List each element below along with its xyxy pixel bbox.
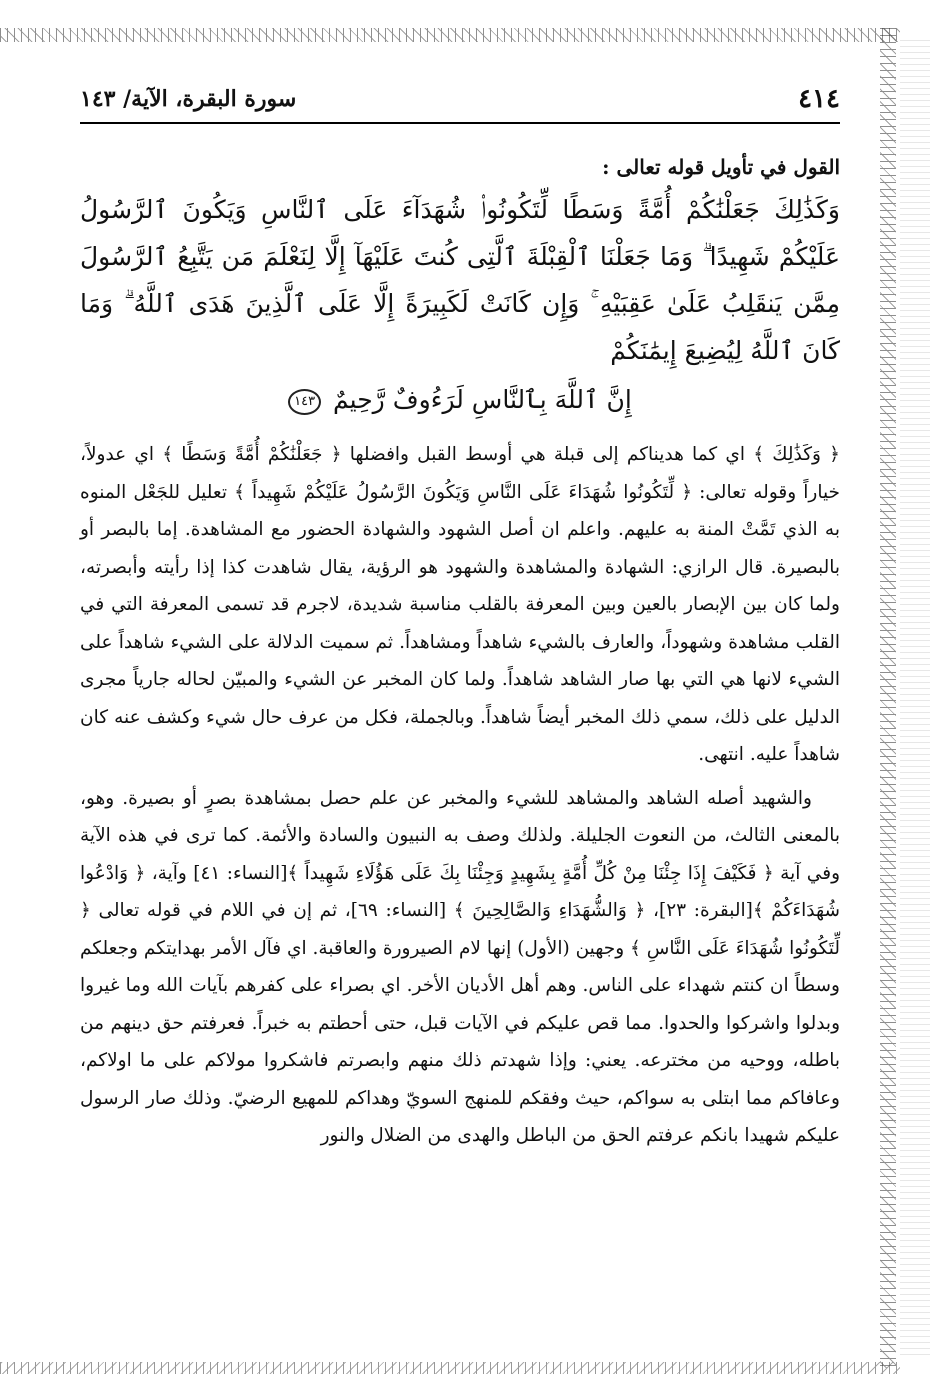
- quran-verse: وَكَذَٰلِكَ جَعَلْنَٰكُمْ أُمَّةً وَسَطًا لِّتَكُونُوا۟ شُهَدَآءَ عَلَى ٱلنَّاسِ وَيَكُونَ ٱلرَّسُولُ عَلَيْكُمْ شَهِيدًا ۗ وَمَا جَعَلْنَا ٱلْقِبْلَةَ ٱلَّتِى كُنتَ عَلَيْهَآ إِلَّا لِنَعْلَمَ مَن يَتَّبِعُ ٱلرَّسُولَ مِمَّن يَنقَلِبُ عَلَىٰ عَقِبَيْهِ ۚ وَإِن كَانَتْ لَكَبِيرَةً إِلَّا عَلَى ٱلَّذِينَ هَدَى ٱللَّهُ ۗ وَمَا كَانَ ٱللَّهُ لِيُضِيعَ إِيمَٰنَكُمْ: [80, 195, 840, 365]
- page-header: [80, 80, 840, 124]
- commentary-paragraph-1: ﴿ وَكَذَٰلِكَ ﴾ اي كما هديناكم إلى قبلة هي أوسط القبل وافضلها ﴿ جَعَلْنَٰكُمْ أُمَّةً وَسَطًا ﴾ اي عدولاً، خياراً وقوله تعالى: ﴿ لِّتَكُونُوا شُهَدَاءَ عَلَى النَّاسِ وَيَكُونَ الرَّسُولُ عَلَيْكُمْ شَهِيداً ﴾ تعليل للجَعْل المنوه به الذي تَمَّتْ المنة به عليهم. واعلم ان أصل الشهود والشهادة الحضور مع المشاهدة. إما بالبصر أو بالبصيرة. قال الرازي: الشهادة والمشاهدة والشهود هو الرؤية، يقال شاهدت كذا إذا رأيته وأبصرته، ولما كان بين الإبصار بالعين وبين المعرفة بالقلب مناسبة شديدة، لاجرم قد تسمى المعرفة التي في القلب مشاهدة وشهوداً، والعارف بالشيء شاهداً ومشاهداً. ثم سميت الدلالة على الشيء شاهداً على الشيء لانها هي التي بها صار الشاهد شاهداً. ولما كان المخبر عن الشيء والمبيّن لحاله جارياً مجرى الدليل على ذلك، سمي ذلك المخبر أيضاً شاهداً. وبالجملة، فكل من عرف حال شيء وكشف عنه كان شاهداً عليه. انتهى.: [80, 444, 840, 765]
- commentary-paragraph-2: والشهيد أصله الشاهد والمشاهد للشيء والمخبر عن علم حصل بمشاهدة بصرٍ أو بصيرة. وهو، بالمعنى الثالث، من النعوت الجليلة. ولذلك وصف به النبيون والسادة والأئمة. كما ترى في هذه الآية وفي آية ﴿ فَكَيْفَ إِذَا جِئْنَا مِنْ كُلِّ أُمَّةٍ بِشَهِيدٍ وَجِئْنَا بِكَ عَلَى هَؤُلَاءِ شَهِيداً ﴾[النساء: ٤١] وآية، ﴿ وَادْعُوا شُهَدَاءَكُمْ ﴾[البقرة: ٢٣]، ﴿ وَالشُّهَدَاءِ وَالصَّالِحِينَ ﴾ [النساء: ٦٩]، ثم إن في اللام في قوله تعالى ﴿ لِّتَكُونُوا شُهَدَاءَ عَلَى النَّاسِ ﴾ وجهين (الأول) إنها لام الصيرورة والعاقبة. اي فآل الأمر بهدايتكم وجعلكم وسطاً ان كنتم شهداء على الناس. وهم أهل الأديان الأخر. اي بصراء على كفرهم بآيات الله وما غيروا وبدلوا واشركوا والحدوا. مما قص عليكم في الآيات قبل، حتى أحطتم به خبراً. فعرفتم حق دينهم من باطله، ووحيه من مخترعه. يعني: وإذا شهدتم ذلك منهم وابصرتم فاشكروا مولاكم على ما اولاكم، وعافاكم مما ابتلى به سواكم، حيث وفقكم للمنهج السويّ وهداكم للمهيع الرضيّ. وذلك صار الرسول عليكم شهيدا بانكم عرفتم الحق من الباطل والهدى من الضلال والنور: [80, 787, 841, 1146]
- page-body: [80, 150, 840, 1161]
- top-ornament-border: [0, 28, 900, 42]
- verse-ending-text: إِنَّ ٱللَّهَ بِٱلنَّاسِ لَرَءُوفٌ رَّحِيمٌ: [333, 385, 632, 414]
- running-title: سورة البقرة، الآية/ ١٤٣: [80, 86, 297, 112]
- right-ornament-border: [880, 28, 896, 1368]
- section-heading: القول في تأويل قوله تعالى :: [602, 155, 840, 179]
- quran-verse-ending: [80, 378, 840, 422]
- right-edge-pattern: [900, 40, 930, 1360]
- ayah-number-marker: ١٤٣: [288, 389, 321, 415]
- header-rule: [80, 122, 840, 124]
- bottom-ornament-border: [0, 1362, 900, 1374]
- page-number: ٤١٤: [798, 84, 840, 114]
